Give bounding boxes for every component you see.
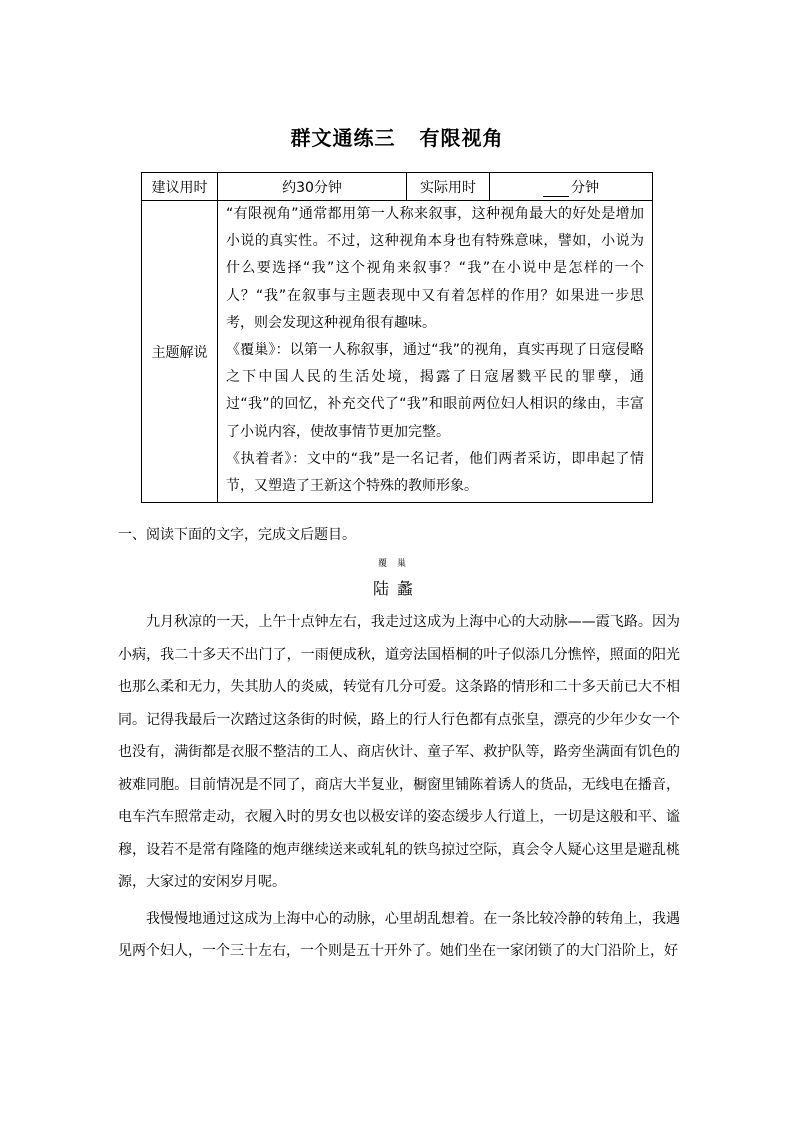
suggested-time-value: 约30分钟 — [218, 173, 407, 201]
story-title: 覆巢 — [377, 559, 416, 569]
actual-time-unit: 分钟 — [571, 179, 599, 196]
title-topic: 有限视角 — [419, 126, 504, 150]
story-paragraph: 九月秋凉的一天，上午十点钟左右，我走过这成为上海中心的大动脉——霞飞路。因为小病，我二十多天不出门了，一雨便成秋，道旁法国梧桐的叶子似添几分憔悴，照面的阳光也那么柔和无力，失其肋人的炎威，转觉有几分可爱。这条路的情形和二十多天前已大不相同。记得我最后一次踏过这条街的时候，路上的行人行色都有点张皇，漂亮的少年少女一个也没有，满街都是衣服不整洁的工人、商店伙计、童子军、救护队等，路旁坐满面有饥色的被难同胞。目前情况是不同了，商店大半复业，橱窗里铺陈着诱人的货品，无线电在播音，电车汽车照常走动，衣履入时的男女也以极安详的姿态缓步人行道上，一切是这般和平、谧穆，设若不是常有隆隆的炮声继续送来或轧轧的铁鸟掠过空际，真会令人疑心这里是避乱桃源，大家过的安闲岁月呢。 — [118, 614, 680, 890]
theme-paragraph: “有限视角”通常都用第一人称来叙事，这种视角最大的好处是增加小说的真实性。不过，这种视角本身也有特殊意味，譬如，小说为什么要选择“我”这个视角来叙事？“我”在小说中是怎样的一个人？“我”在叙事与主题表现中又有着怎样的作用？如果进一步思考，则会发现这种视角很有趣味。 — [226, 206, 644, 331]
time-row — [142, 173, 653, 201]
theme-label: 主题解说 — [142, 201, 218, 503]
page-title — [0, 122, 794, 151]
title-series: 群文通练三 — [290, 126, 396, 150]
info-table — [141, 172, 653, 503]
story-body — [118, 606, 680, 972]
actual-time-cell — [490, 173, 653, 201]
actual-time-label: 实际用时 — [407, 173, 490, 201]
story-paragraph: 我慢慢地通过这成为上海中心的动脉，心里胡乱想着。在一条比较冷静的转角上，我遇见两个妇人，一个三十左右，一个则是五十开外了。她们坐在一家闭锁了的大门沿阶上，好 — [118, 910, 680, 959]
section-heading: 一、阅读下面的文字，完成文后题目。 — [118, 527, 356, 543]
actual-time-blank[interactable] — [543, 182, 569, 197]
theme-row — [142, 201, 653, 503]
theme-description — [218, 201, 653, 503]
suggested-time-label: 建议用时 — [142, 173, 218, 201]
theme-paragraph: 《覆巢》：以第一人称叙事，通过“我”的视角，真实再现了日寇侵略之下中国人民的生活处境，揭露了日寇屠戮平民的罪孽，通过“我”的回忆，补充交代了“我”和眼前两位妇人相识的缘由，丰富了小说内容，使故事情节更加完整。 — [226, 342, 644, 440]
theme-paragraph: 《执着者》：文中的“我”是一名记者，他们两者采访，即串起了情节，又塑造了王新这个特殊的教师形象。 — [226, 450, 644, 495]
story-author: 陆蠡 — [372, 579, 421, 598]
